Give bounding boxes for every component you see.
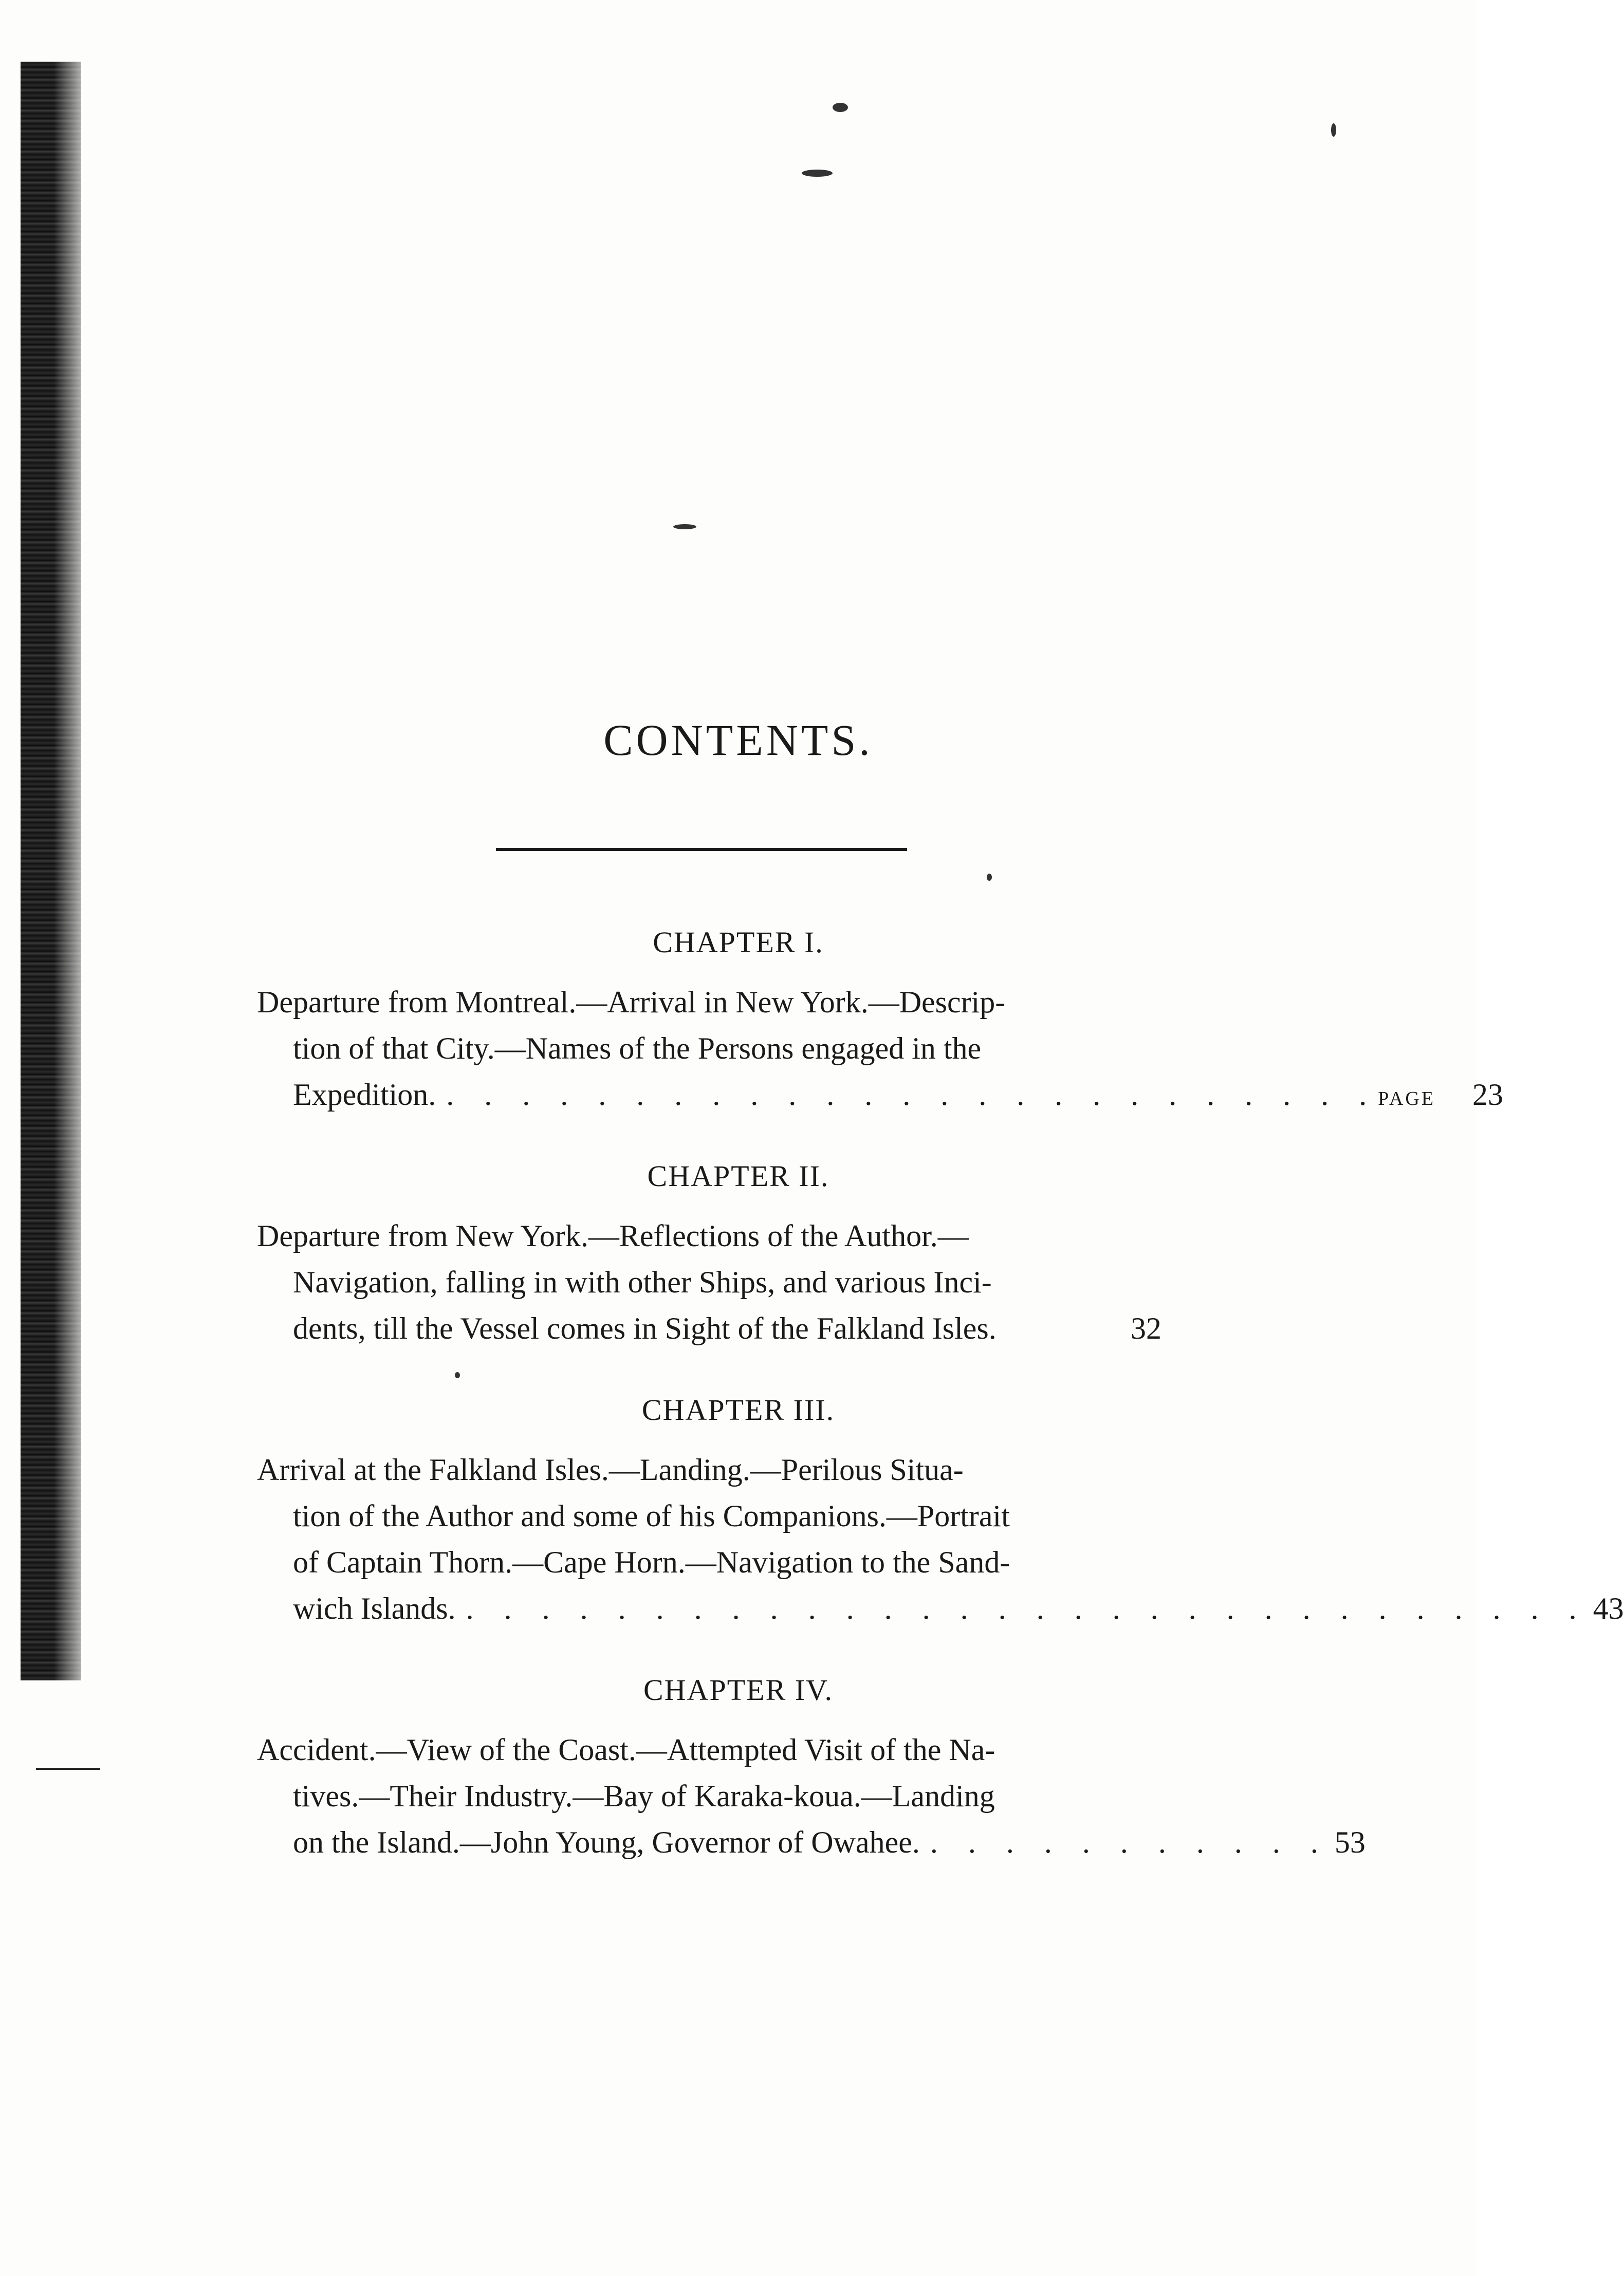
scan-speck — [802, 170, 833, 177]
leader-dots: . . . . . . . . . . . . . . . . . . . . . . . . . . . . . . — [466, 1592, 1588, 1625]
page-number: 32 — [1131, 1311, 1161, 1345]
scan-speck — [987, 874, 992, 881]
toc-entry[interactable] — [257, 979, 1504, 1122]
chapter-title: CHAPTER III. — [641, 1393, 835, 1427]
entry-line: on the Island.—John Young, Governor of Owahee. — [293, 1825, 920, 1859]
chapter-title: CHAPTER IV. — [643, 1673, 833, 1707]
page-number: 43 — [1593, 1592, 1624, 1625]
scan-speck — [455, 1372, 460, 1378]
entry-line: Expedition. — [293, 1078, 436, 1112]
entry-line: Departure from New York.—Reflections of the Author.— — [257, 1219, 969, 1253]
heading-rule — [496, 848, 907, 851]
entry-line: tion of that City.—Names of the Persons engaged in the — [293, 1031, 982, 1065]
entry-line: Departure from Montreal.—Arrival in New York.—Descrip- — [257, 985, 1006, 1019]
toc-entry[interactable] — [257, 1213, 1161, 1352]
toc-entry[interactable] — [257, 1447, 1624, 1632]
toc-entry[interactable] — [257, 1727, 1365, 1865]
margin-rule — [36, 1768, 100, 1770]
scan-speck — [833, 103, 848, 112]
entry-line: of Captain Thorn.—Cape Horn.—Navigation to the Sand- — [293, 1545, 1010, 1579]
entry-line: Navigation, falling in with other Ships, and various Inci- — [293, 1265, 992, 1299]
entry-last-line — [257, 1305, 1161, 1352]
chapter-title: CHAPTER I. — [653, 926, 824, 959]
leader-dots: . . . . . . . . . . . — [930, 1825, 1330, 1859]
scan-speck — [673, 524, 696, 529]
page-number: 23 — [1472, 1078, 1504, 1112]
entry-line: wich Islands. — [293, 1592, 456, 1625]
entry-line: Arrival at the Falkland Isles.—Landing.—Perilous Situa- — [257, 1453, 964, 1487]
entry-last-line — [257, 1819, 1365, 1865]
chapter-title: CHAPTER II. — [647, 1159, 829, 1193]
entry-last-line — [257, 1585, 1624, 1632]
page-label: PAGE — [1378, 1088, 1436, 1109]
leader-dots: . . . . . . . . . . . . . . . . . . . . . . . . . — [446, 1078, 1378, 1112]
scan-speck — [1331, 123, 1336, 137]
binding-edge — [21, 62, 81, 1680]
entry-line: dents, till the Vessel comes in Sight of the Falkland Isles. — [293, 1311, 996, 1345]
entry-last-line — [257, 1071, 1504, 1122]
page-number: 53 — [1334, 1825, 1365, 1859]
entry-line: Accident.—View of the Coast.—Attempted Visit of the Na- — [257, 1733, 995, 1767]
contents-heading: CONTENTS. — [603, 715, 873, 765]
entry-line: tion of the Author and some of his Companions.—Portrait — [293, 1499, 1010, 1533]
entry-line: tives.—Their Industry.—Bay of Karaka-koua.—Landing — [293, 1779, 995, 1813]
